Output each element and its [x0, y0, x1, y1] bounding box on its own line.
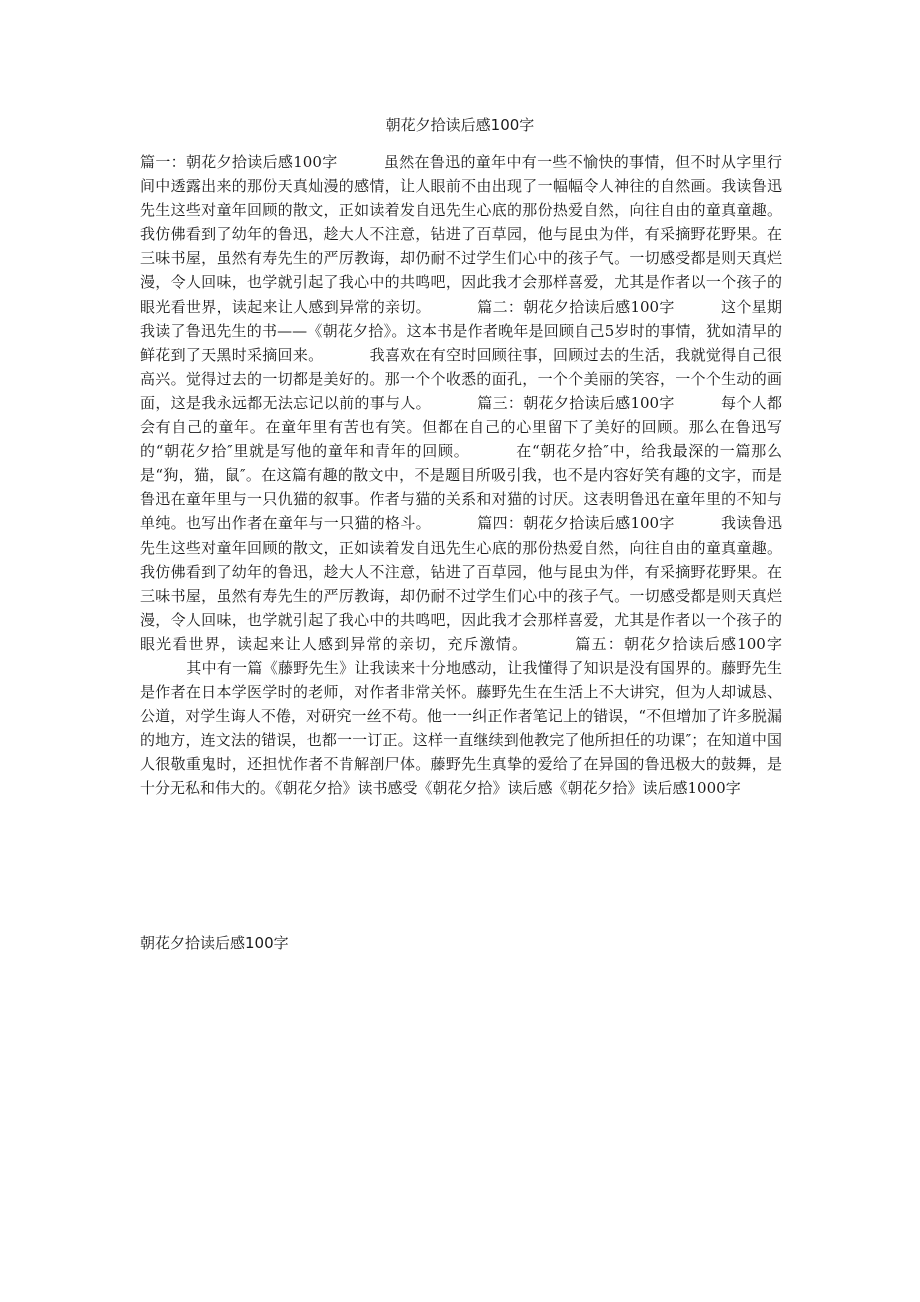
section-5-heading: 篇五：朝花夕拾读后感100字	[574, 634, 782, 653]
document-title: 朝花夕拾读后感100字	[385, 116, 535, 134]
related-links-text: 《朝花夕拾》读书感受《朝花夕拾》读后感《朝花夕拾》读后感1000字	[275, 779, 741, 798]
section-1-text: 虽然在鲁迅的童年中有一些不愉快的事情，但不时从字里行间中透露出来的那份天真灿漫的感情，让人眼前不由出现了一幅幅令人神往的自然画。我读鲁迅先生这些对童年回顾的散文，正如读着发自迅先生心底的那份热爱自然，向往自由的童真童趣。我仿佛看到了幼年的鲁迅，趁大人不注意，钻进了百草园，他与昆虫为伴，有采摘野花野果。在三味书屋，虽然有寿先生的严厉教诲，却仍耐不过学生们心中的孩子气。一切感受都是则天真烂漫，令人回味，也学就引起了我心中的共鸣吧，因此我才会那样喜爱，尤其是作者以一个孩子的眼光看世界，读起来让人感到异常的亲切。	[140, 153, 782, 316]
section-3-text: 每个人都会有自己的童年。在童年里有苦也有笑。但都在自己的心里留下了美好的回顾。那么在鲁迅写的“朝花夕拾″里就是写他的童年和青年的回顾。	[140, 393, 782, 461]
document-footer-title: 朝花夕拾读后感100字	[140, 934, 289, 952]
section-4-text: 我读鲁迅先生这些对童年回顾的散文，正如读着发自迅先生心底的那份热爱自然，向往自由的童真童趣。我仿佛看到了幼年的鲁迅，趁大人不注意，钻进了百草园，他与昆虫为伴，有采摘野花野果。在三味书屋，虽然有寿先生的严厉教诲，却仍耐不过学生们心中的孩子气。一切感受都是则天真烂漫，令人回味，也学就引起了我心中的共鸣吧，因此我才会那样喜爱，尤其是作者以一个孩子的眼光看世界，读起来让人感到异常的亲切，充斥激情。	[140, 514, 782, 653]
section-4-heading: 篇四：朝花夕拾读后感100字	[476, 514, 675, 533]
section-3-text-2: 在“朝花夕拾″中，给我最深的一篇那么是“狗，猫，鼠″。在这篇有趣的散文中，不是题目所吸引我，也不是内容好笑有趣的文字，而是鲁迅在童年里与一只仇猫的叙事。作者与猫的关系和对猫的讨厌。这表明鲁迅在童年里的不知与单纯。也写出作者在童年与一只猫的格斗。	[140, 442, 782, 533]
document-body	[140, 150, 782, 801]
section-1-heading: 篇一：朝花夕拾读后感100字	[140, 153, 338, 171]
section-5-text: 其中有一篇《藤野先生》让我读来十分地感动，让我懂得了知识是没有国界的。藤野先生是作者在日本学医学时的老师，对作者非常关怀。藤野先生在生活上不大讲究，但为人却诚恳、公道，对学生诲人不倦，对研究一丝不苟。他一一纠正作者笔记上的错误，“不但增加了许多脱漏的地方，连文法的错误，也都一一订正。这样一直继续到他教完了他所担任的功课″；在知道中国人很敬重鬼时，还担忧作者不肯解剖尸体。藤野先生真挚的爱给了在异国的鲁迅极大的鼓舞，是十分无私和伟大的。	[140, 658, 782, 798]
section-2-text-2: 我喜欢在有空时回顾往事，回顾过去的生活，我就觉得自己很高兴。觉得过去的一切都是美好的。那一个个收悉的面孔，一个个美丽的笑容，一个个生动的画面，这是我永远都无法忘记以前的事与人。	[140, 345, 782, 412]
section-3-heading: 篇三：朝花夕拾读后感100字	[476, 393, 675, 412]
section-2-text: 这个星期我读了鲁迅先生的书——《朝花夕拾》。这本书是作者晚年是回顾自己5岁时的事情，犹如清早的鲜花到了天黑时采摘回来。	[140, 297, 782, 364]
section-2-heading: 篇二：朝花夕拾读后感100字	[476, 297, 675, 316]
